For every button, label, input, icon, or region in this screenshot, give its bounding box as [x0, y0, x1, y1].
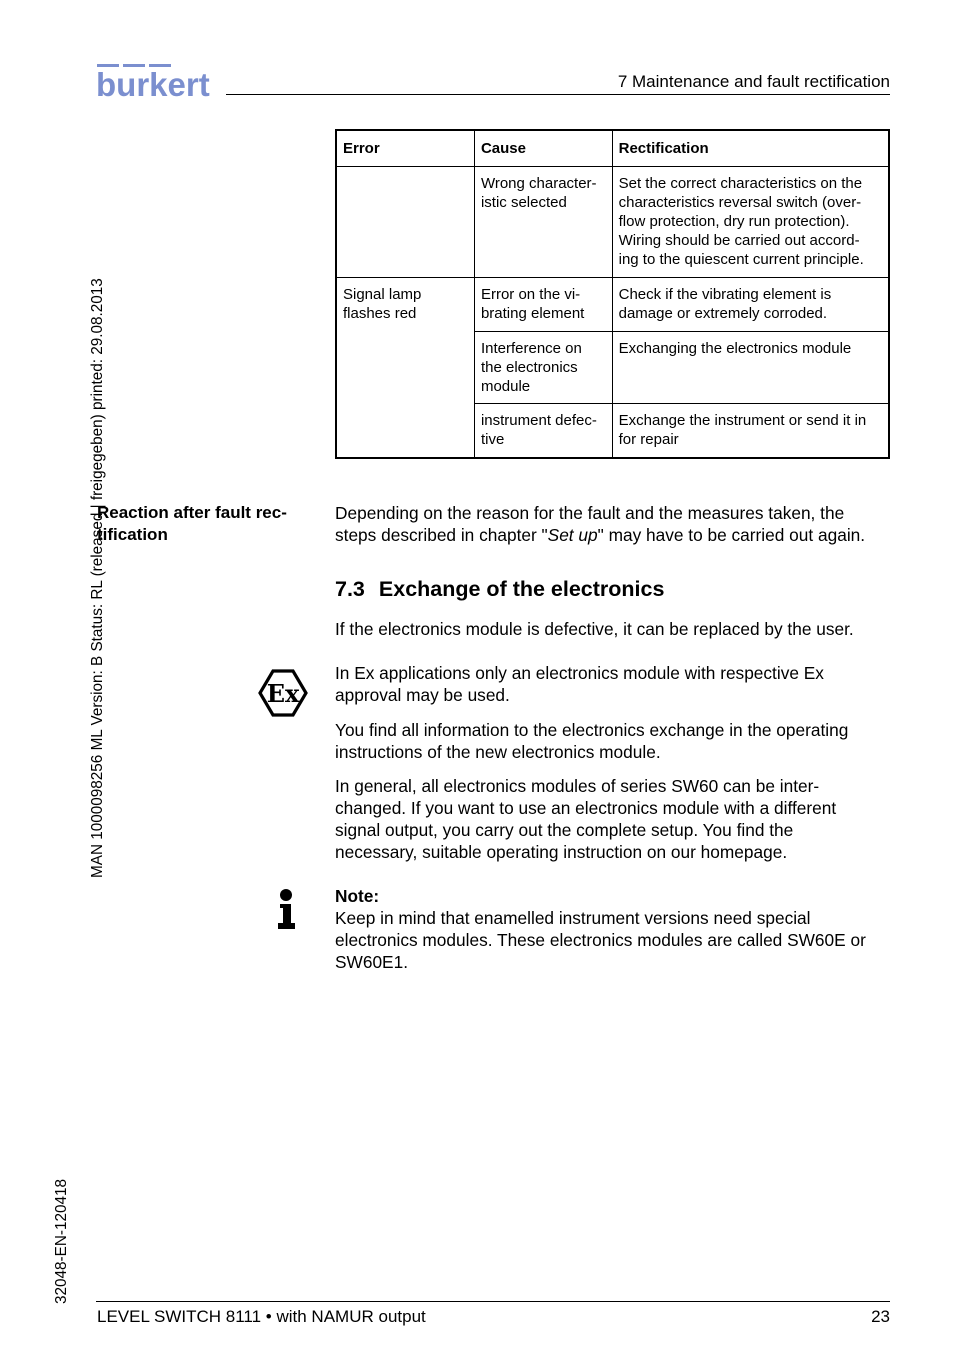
rectification-cell: [612, 404, 889, 458]
note-label: Note:: [335, 886, 380, 906]
reaction-heading-line: tification: [97, 525, 168, 544]
cause-line: Wrong character-: [480, 175, 597, 192]
note-line: Keep in mind that enamelled instrument versions need special: [335, 908, 811, 928]
reaction-text-line: [335, 524, 895, 546]
reaction-heading: [97, 502, 312, 546]
rectification-cell: [612, 332, 889, 404]
note-line: electronics modules. These electronics modules are called SW60E or: [335, 930, 866, 950]
burkert-logo: [96, 64, 216, 100]
ex-line: In Ex applications only an electronics module with respective Ex: [335, 663, 824, 683]
info-icon: [275, 889, 297, 931]
table-header-row: [336, 130, 889, 167]
info-line: You find all information to the electronics exchange in the operating: [335, 720, 849, 740]
general-line: necessary, suitable operating instruction on our homepage.: [335, 842, 788, 862]
table-row: [336, 167, 889, 278]
cause-line: tive: [480, 431, 505, 448]
general-line: signal output, you carry out the complete setup. You find the: [335, 820, 794, 840]
reaction-heading-line: Reaction after fault rec-: [97, 503, 287, 522]
rectification-line: ing to the quiescent current principle.: [618, 251, 864, 268]
rectification-cell: [612, 167, 889, 278]
error-cell: [336, 404, 474, 458]
table-row: [336, 332, 889, 404]
fault-table: [335, 129, 890, 459]
section-number: 7.3: [335, 577, 365, 601]
table-row: [336, 404, 889, 458]
cause-cell: [474, 278, 612, 332]
ex-paragraph: [335, 662, 895, 706]
reaction-paragraph: [335, 502, 895, 546]
reaction-text-after: " may have to be carried out again.: [597, 525, 866, 545]
rectification-line: flow protection, dry run protection).: [618, 213, 850, 230]
section-title: Exchange of the electronics: [378, 577, 665, 601]
error-cell: [336, 278, 474, 332]
cause-cell: [474, 167, 612, 278]
section-intro: [335, 618, 895, 640]
cause-line: Error on the vi-: [480, 286, 581, 303]
table-row: [336, 278, 889, 332]
rectification-line: Check if the vibrating element is: [618, 286, 832, 303]
column-header-error: Error: [336, 130, 474, 167]
intro-line: If the electronics module is defective, it can be replaced by the user.: [335, 619, 854, 639]
rectification-line: for repair: [618, 431, 679, 448]
general-paragraph: [335, 775, 895, 863]
document-number: 32048-EN-120418: [53, 1178, 70, 1304]
error-cell: [336, 167, 474, 278]
reaction-text-line: Depending on the reason for the fault and the measures taken, the: [335, 503, 845, 523]
column-header-cause: Cause: [474, 130, 612, 167]
footer-rule: [96, 1301, 890, 1302]
chapter-title: 7 Maintenance and fault rectification: [617, 72, 890, 91]
rectification-line: Exchanging the electronics module: [618, 340, 852, 357]
ex-protection-icon: [258, 669, 308, 717]
rectification-line: Set the correct characteristics on the: [618, 175, 863, 192]
reaction-text-before: steps described in chapter ": [335, 525, 548, 545]
section-heading: [335, 577, 664, 602]
error-cell: [336, 332, 474, 404]
note-block: [335, 885, 895, 973]
cause-line: Interference on: [480, 340, 582, 357]
cause-cell: [474, 404, 612, 458]
error-line: flashes red: [343, 305, 417, 322]
general-line: In general, all electronics modules of series SW60 can be inter-: [335, 776, 820, 796]
cause-line: brating element: [480, 305, 585, 322]
svg-text:Ex: Ex: [266, 679, 300, 708]
rectification-line: damage or extremely corroded.: [618, 305, 828, 322]
cause-line: istic selected: [480, 194, 567, 211]
cause-line: instrument defec-: [480, 412, 597, 429]
logo-wordmark: burkert: [96, 66, 210, 100]
footer-product: LEVEL SWITCH 8111 • with NAMUR output: [97, 1307, 426, 1326]
info-paragraph: [335, 719, 895, 763]
rectification-cell: [612, 278, 889, 332]
page-number: 23: [871, 1307, 890, 1326]
rectification-line: Wiring should be carried out accord-: [618, 232, 860, 249]
rectification-line: Exchange the instrument or send it in: [618, 412, 867, 429]
cause-line: the electronics: [480, 359, 578, 376]
general-line: changed. If you want to use an electronics module with a different: [335, 798, 837, 818]
rectification-line: characteristics reversal switch (over-: [618, 194, 862, 211]
column-header-rectification: Rectification: [612, 130, 889, 167]
document-status-line: MAN 1000098256 ML Version: B Status: RL (released | freigegeben) printed: 29.08.2013: [89, 278, 106, 878]
chapter-reference: Set up: [547, 525, 598, 545]
info-line: instructions of the new electronics module.: [335, 742, 661, 762]
cause-cell: [474, 332, 612, 404]
header-rule: [226, 94, 890, 95]
note-line: SW60E1.: [335, 952, 408, 972]
ex-line: approval may be used.: [335, 685, 510, 705]
error-line: Signal lamp: [343, 286, 422, 303]
cause-line: module: [480, 378, 531, 395]
